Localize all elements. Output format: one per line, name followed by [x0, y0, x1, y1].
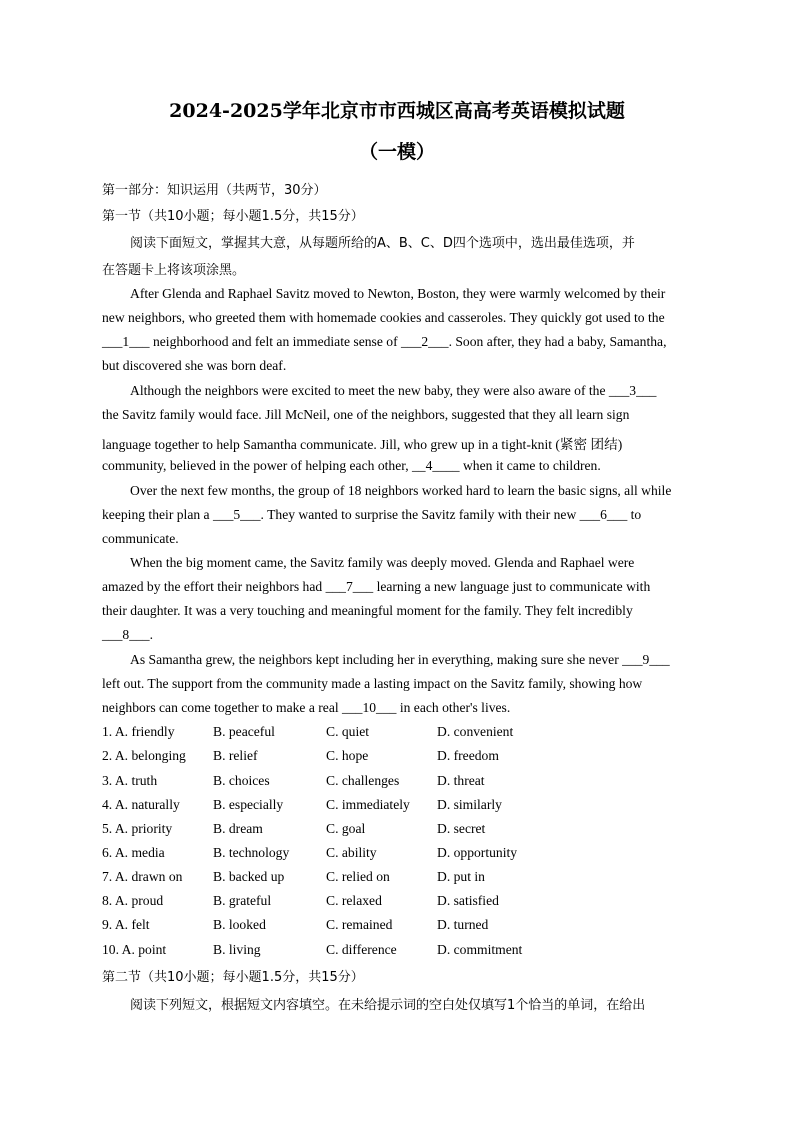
option-c[interactable]: C. ability [326, 845, 377, 860]
option-d[interactable]: D. commitment [437, 942, 523, 957]
passage-line: amazed by the effort their neighbors had ___7___ learning a new language just to communicate with [102, 579, 651, 594]
option-a[interactable]: 3. A. truth [102, 773, 158, 788]
section1-instruction: 阅读下面短文，掌握其大意，从每题所给的A、B、C、D四个选项中，选出最佳选项，并 [130, 236, 635, 251]
passage-line: ___8___. [102, 627, 153, 642]
passage-line: neighbors can come together to make a real ___10___ in each other's lives. [102, 700, 511, 715]
option-c[interactable]: C. quiet [326, 724, 370, 739]
option-d[interactable]: D. freedom [437, 748, 499, 763]
option-row [102, 917, 702, 935]
option-row [102, 845, 702, 863]
option-row [102, 724, 702, 742]
option-row [102, 893, 702, 911]
passage-line: new neighbors, who greeted them with homemade cookies and casseroles. They quickly got used to the [102, 310, 665, 325]
section1-instruction-cont: 在答题卡上将该项涂黑。 [102, 263, 246, 278]
option-a[interactable]: 4. A. naturally [102, 797, 180, 812]
option-b[interactable]: B. choices [213, 773, 270, 788]
passage-line: communicate. [102, 531, 179, 546]
passage-line: Although the neighbors were excited to meet the new baby, they were also aware of the ___3___ [130, 383, 657, 398]
option-c[interactable]: C. remained [326, 917, 393, 932]
section2-heading: 第二节（共10小题；每小题1.5分，共15分） [102, 970, 364, 985]
part-heading: 第一部分：知识运用（共两节，30分） [102, 183, 327, 198]
option-c[interactable]: C. relaxed [326, 893, 382, 908]
option-b[interactable]: B. technology [213, 845, 290, 860]
option-c[interactable]: C. immediately [326, 797, 410, 812]
option-c[interactable]: C. relied on [326, 869, 390, 884]
option-a[interactable]: 6. A. media [102, 845, 165, 860]
passage-line: their daughter. It was a very touching and meaningful moment for the family. They felt incredibly [102, 603, 633, 618]
option-row [102, 869, 702, 887]
passage-line: ___1___ neighborhood and felt an immediate sense of ___2___. Soon after, they had a baby, Samantha, [102, 334, 667, 349]
option-a[interactable]: 1. A. friendly [102, 724, 175, 739]
option-b[interactable]: B. relief [213, 748, 258, 763]
option-b[interactable]: B. looked [213, 917, 266, 932]
passage-line: but discovered she was born deaf. [102, 358, 287, 373]
option-row [102, 748, 702, 766]
option-a[interactable]: 10. A. point [102, 942, 167, 957]
option-b[interactable]: B. backed up [213, 869, 285, 884]
option-c[interactable]: C. difference [326, 942, 397, 957]
option-b[interactable]: B. especially [213, 797, 284, 812]
passage-line: After Glenda and Raphael Savitz moved to Newton, Boston, they were warmly welcomed by their [130, 286, 666, 301]
option-a[interactable]: 8. A. proud [102, 893, 164, 908]
passage-line: Over the next few months, the group of 18 neighbors worked hard to learn the basic signs, all while [130, 483, 672, 498]
option-a[interactable]: 5. A. priority [102, 821, 173, 836]
option-b[interactable]: B. peaceful [213, 724, 275, 739]
option-d[interactable]: D. put in [437, 869, 485, 884]
passage-line: left out. The support from the community made a lasting impact on the Savitz family, showing how [102, 676, 643, 691]
option-a[interactable]: 9. A. felt [102, 917, 150, 932]
passage-line: As Samantha grew, the neighbors kept including her in everything, making sure she never ___9___ [130, 652, 670, 667]
option-c[interactable]: C. challenges [326, 773, 400, 788]
option-d[interactable]: D. convenient [437, 724, 514, 739]
passage-line: language together to help Samantha communicate. Jill, who grew up in a tight-knit (紧密 团结) [102, 437, 623, 452]
option-row [102, 773, 702, 791]
option-d[interactable]: D. turned [437, 917, 489, 932]
option-d[interactable]: D. satisfied [437, 893, 499, 908]
option-row [102, 797, 702, 815]
option-row [102, 942, 702, 960]
option-d[interactable]: D. secret [437, 821, 486, 836]
option-d[interactable]: D. opportunity [437, 845, 518, 860]
option-c[interactable]: C. hope [326, 748, 369, 763]
passage-line: the Savitz family would face. Jill McNeil, one of the neighbors, suggested that they all learn sign [102, 407, 630, 422]
option-c[interactable]: C. goal [326, 821, 366, 836]
page-title: 2024-2025学年北京市市西城区高高考英语模拟试题 [169, 100, 625, 122]
section2-instruction: 阅读下列短文，根据短文内容填空。在未给提示词的空白处仅填写1个恰当的单词，在给出 [130, 998, 646, 1013]
page-subtitle: （一模） [358, 141, 435, 163]
option-b[interactable]: B. dream [213, 821, 263, 836]
option-a[interactable]: 2. A. belonging [102, 748, 186, 763]
option-d[interactable]: D. threat [437, 773, 485, 788]
passage-line: When the big moment came, the Savitz family was deeply moved. Glenda and Raphael were [130, 555, 635, 570]
passage-line: community, believed in the power of helping each other, __4____ when it came to children. [102, 458, 601, 473]
section1-heading: 第一节（共10小题；每小题1.5分，共15分） [102, 209, 364, 224]
option-row [102, 821, 702, 839]
option-d[interactable]: D. similarly [437, 797, 502, 812]
option-a[interactable]: 7. A. drawn on [102, 869, 183, 884]
option-b[interactable]: B. grateful [213, 893, 272, 908]
passage-line: keeping their plan a ___5___. They wanted to surprise the Savitz family with their new ___6___ to [102, 507, 642, 522]
option-b[interactable]: B. living [213, 942, 261, 957]
